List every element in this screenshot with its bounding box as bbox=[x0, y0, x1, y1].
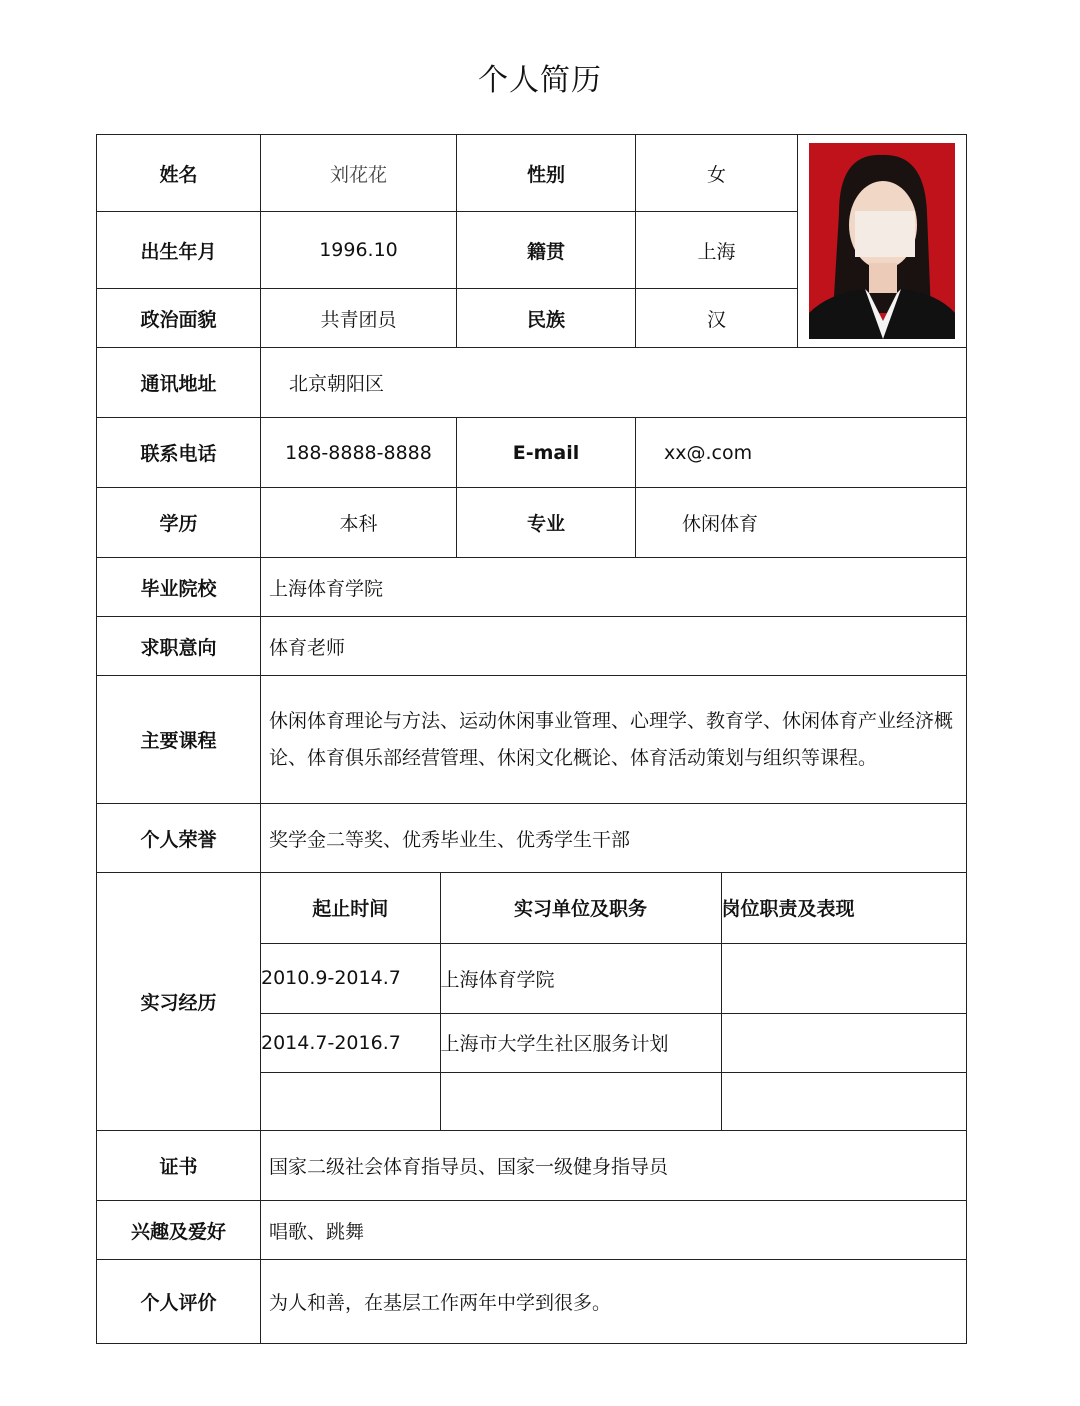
internship-period: 2014.7-2016.7 bbox=[261, 1013, 440, 1072]
person-icon bbox=[809, 143, 955, 339]
internship-header-unit: 实习单位及职务 bbox=[440, 873, 721, 943]
photo-cell bbox=[798, 135, 967, 348]
label-school: 毕业院校 bbox=[97, 558, 261, 617]
value-name: 刘花花 bbox=[261, 135, 457, 212]
value-evaluation: 为人和善，在基层工作两年中学到很多。 bbox=[261, 1260, 967, 1344]
internship-table bbox=[261, 873, 966, 1130]
label-email: E-mail bbox=[457, 418, 636, 488]
label-certificates: 证书 bbox=[97, 1131, 261, 1201]
internship-cell bbox=[261, 873, 967, 1131]
label-objective: 求职意向 bbox=[97, 617, 261, 676]
internship-row bbox=[261, 1072, 966, 1130]
label-internship: 实习经历 bbox=[97, 873, 261, 1131]
label-address: 通讯地址 bbox=[97, 348, 261, 418]
value-email: xx@.com bbox=[636, 418, 967, 488]
label-hometown: 籍贯 bbox=[457, 212, 636, 289]
label-hobbies: 兴趣及爱好 bbox=[97, 1201, 261, 1260]
label-gender: 性别 bbox=[457, 135, 636, 212]
value-objective: 体育老师 bbox=[261, 617, 967, 676]
portrait-photo bbox=[809, 143, 955, 339]
value-birth: 1996.10 bbox=[261, 212, 457, 289]
label-political: 政治面貌 bbox=[97, 289, 261, 348]
value-certificates: 国家二级社会体育指导员、国家一级健身指导员 bbox=[261, 1131, 967, 1201]
internship-period: 2010.9-2014.7 bbox=[261, 943, 440, 1013]
value-courses: 休闲体育理论与方法、运动休闲事业管理、心理学、教育学、休闲体育产业经济概论、体育俱乐部经营管理、休闲文化概论、体育活动策划与组织等课程。 bbox=[261, 676, 967, 804]
value-honors: 奖学金二等奖、优秀毕业生、优秀学生干部 bbox=[261, 804, 967, 873]
value-address: 北京朝阳区 bbox=[261, 348, 967, 418]
internship-unit bbox=[440, 1072, 721, 1130]
resume-table bbox=[96, 134, 967, 1344]
internship-duties bbox=[721, 1072, 966, 1130]
label-education: 学历 bbox=[97, 488, 261, 558]
value-political: 共青团员 bbox=[261, 289, 457, 348]
internship-header-period: 起止时间 bbox=[261, 873, 440, 943]
internship-unit: 上海市大学生社区服务计划 bbox=[440, 1013, 721, 1072]
internship-unit: 上海体育学院 bbox=[440, 943, 721, 1013]
internship-period bbox=[261, 1072, 440, 1130]
label-honors: 个人荣誉 bbox=[97, 804, 261, 873]
value-hobbies: 唱歌、跳舞 bbox=[261, 1201, 967, 1260]
internship-header-duties: 岗位职责及表现 bbox=[721, 873, 966, 943]
label-phone: 联系电话 bbox=[97, 418, 261, 488]
internship-duties bbox=[721, 943, 966, 1013]
internship-header-row bbox=[261, 873, 966, 943]
label-ethnicity: 民族 bbox=[457, 289, 636, 348]
value-school: 上海体育学院 bbox=[261, 558, 967, 617]
internship-row bbox=[261, 943, 966, 1013]
label-major: 专业 bbox=[457, 488, 636, 558]
label-courses: 主要课程 bbox=[97, 676, 261, 804]
value-education: 本科 bbox=[261, 488, 457, 558]
label-birth: 出生年月 bbox=[97, 212, 261, 289]
value-ethnicity: 汉 bbox=[636, 289, 798, 348]
label-evaluation: 个人评价 bbox=[97, 1260, 261, 1344]
internship-duties bbox=[721, 1013, 966, 1072]
page-title: 个人简历 bbox=[478, 63, 602, 98]
value-major: 休闲体育 bbox=[636, 488, 967, 558]
value-hometown: 上海 bbox=[636, 212, 798, 289]
label-name: 姓名 bbox=[97, 135, 261, 212]
value-gender: 女 bbox=[636, 135, 798, 212]
internship-row bbox=[261, 1013, 966, 1072]
value-phone: 188-8888-8888 bbox=[261, 418, 457, 488]
